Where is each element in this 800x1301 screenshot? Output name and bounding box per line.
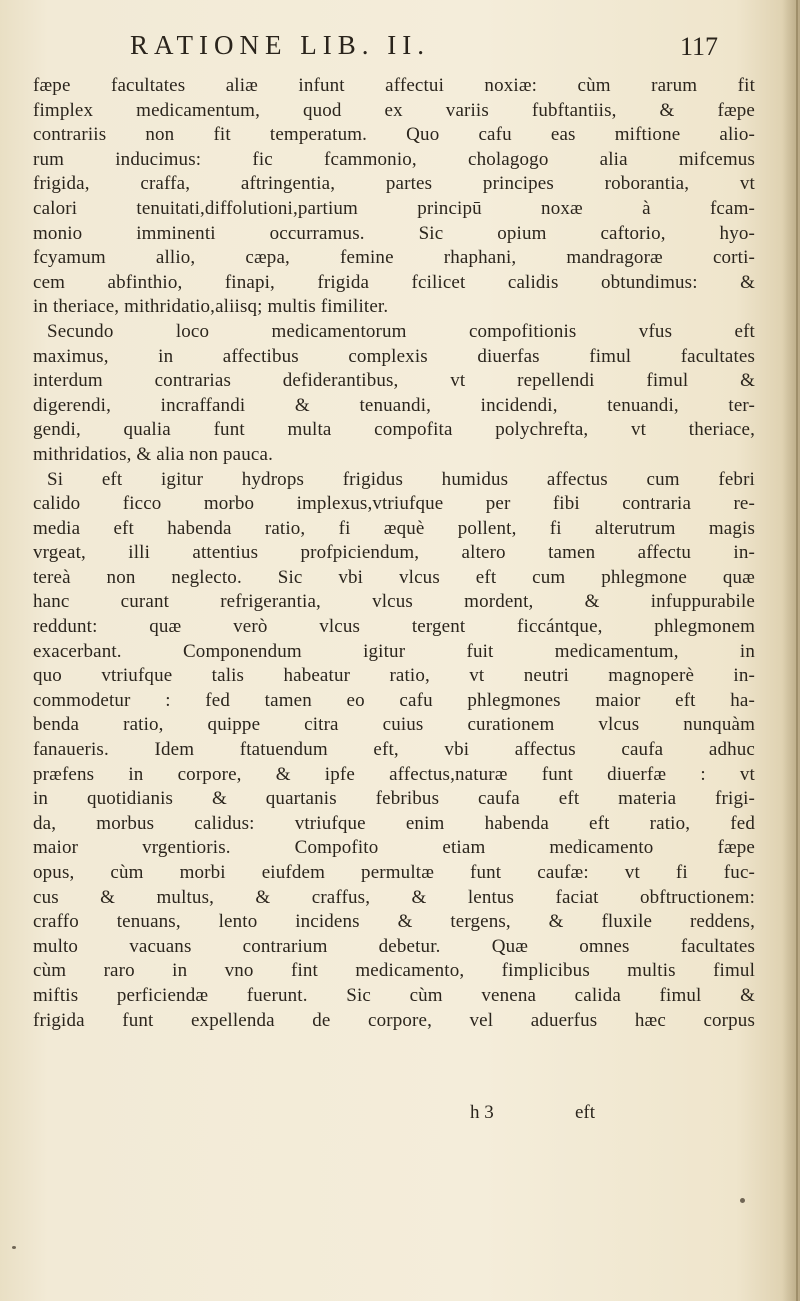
text-line: opus, cùm morbi eiufdem permultæ funt caufæ: vt fi fuc- bbox=[33, 862, 755, 883]
text-line: vrgeat, illi attentius profpiciendum, altero tamen affectu in- bbox=[33, 542, 755, 564]
text-line: contrariis non fit temperatum. Quo cafu eas miftione alio- bbox=[33, 124, 755, 146]
text-line: craffo tenuans, lento incidens & tergens, & fluxile reddens, bbox=[33, 911, 755, 933]
text-line: monio imminenti occurramus. Sic opium caftorio, hyo- bbox=[33, 222, 755, 244]
text-line: commodetur : fed tamen eo cafu phlegmones maior eft ha- bbox=[33, 689, 755, 711]
text-line: calido ficco morbo implexus,vtriufque per fibi contraria re- bbox=[33, 493, 755, 515]
text-line: digerendi, incraffandi & tenuandi, incidendi, tenuandi, ter- bbox=[33, 394, 755, 416]
text-line: Si eft igitur hydrops frigidus humidus affectus cum febri bbox=[47, 468, 755, 490]
text-line: exacerbant. Componendum igitur fuit medicamentum, in bbox=[33, 640, 755, 662]
page-footer bbox=[0, 1102, 800, 1130]
text-line: in theriace, mithridatio,aliisq; multis fimiliter. bbox=[33, 296, 389, 318]
text-line: fcyamum allio, cæpa, femine rhaphani, mandragoræ corti- bbox=[33, 247, 755, 269]
text-line: miftis perficiendæ fuerunt. Sic cùm venena calida fimul & bbox=[33, 984, 755, 1006]
text-line: benda ratio, quippe citra cuius curationem vlcus nunquàm bbox=[33, 714, 755, 736]
body-text bbox=[33, 74, 755, 1033]
text-line: tereà non neglecto. Sic vbi vlcus eft cum phlegmone quæ bbox=[33, 566, 755, 588]
text-line: calori tenuitati,diffolutioni,partium principū noxæ à fcam- bbox=[33, 197, 755, 219]
text-line: media eft habenda ratio, fi æquè pollent, fi alterutrum magis bbox=[33, 517, 755, 539]
text-line: reddunt: quæ verò vlcus tergent ficcántque, phlegmonem bbox=[33, 616, 755, 638]
text-line: frigida funt expellenda de corpore, vel aduerfus hæc corpus bbox=[33, 1009, 755, 1031]
text-line: quo vtriufque talis habeatur ratio, vt neutri magnoperè in- bbox=[33, 665, 755, 687]
text-line: fimplex medicamentum, quod ex variis fubftantiis, & fæpe bbox=[33, 99, 755, 121]
text-line: maximus, in affectibus complexis diuerfas fimul facultates bbox=[33, 345, 755, 367]
text-line: multo vacuans contrarium debetur. Quæ omnes facultates bbox=[33, 935, 755, 957]
text-line: præfens in corpore, & ipfe affectus,naturæ funt diuerfæ : vt bbox=[33, 763, 755, 785]
text-line: Secundo loco medicamentorum compofitionis vfus eft bbox=[47, 320, 755, 342]
catchword: eft bbox=[575, 1102, 596, 1123]
text-line: hanc curant refrigerantia, vlcus mordent, & infuppurabile bbox=[33, 591, 755, 613]
text-line: fæpe facultates aliæ infunt affectui noxiæ: cùm rarum fit bbox=[33, 75, 755, 96]
text-line: gendi, qualia funt multa compofita polychrefta, vt theriace, bbox=[33, 419, 755, 441]
text-line: cus & multus, & craffus, & lentus faciat obftructionem: bbox=[33, 886, 755, 908]
text-line: maior vrgentioris. Compofito etiam medicamento fæpe bbox=[33, 837, 755, 859]
text-line: rum inducimus: fic fcammonio, cholagogo alia mifcemus bbox=[33, 148, 755, 170]
signature-mark: h 3 bbox=[470, 1102, 494, 1123]
text-line: fanaueris. Idem ftatuendum eft, vbi affectus caufa adhuc bbox=[33, 739, 755, 761]
text-line: mithridatios, & alia non pauca. bbox=[33, 443, 273, 465]
text-line: cem abfinthio, finapi, frigida fcilicet calidis obtundimus: & bbox=[33, 271, 755, 293]
running-head bbox=[0, 30, 800, 70]
ink-speck bbox=[740, 1198, 745, 1203]
page-number: 117 bbox=[680, 32, 719, 61]
text-line: interdum contrarias defiderantibus, vt repellendi fimul & bbox=[33, 370, 755, 392]
text-line: cùm raro in vno fint medicamento, fimplicibus multis fimul bbox=[33, 960, 755, 982]
running-title: RATIONE LIB. II. bbox=[130, 30, 430, 60]
text-line: da, morbus calidus: vtriufque enim habenda eft ratio, fed bbox=[33, 812, 755, 834]
text-line: in quotidianis & quartanis febribus caufa eft materia frigi- bbox=[33, 788, 755, 810]
text-line: frigida, craffa, aftringentia, partes principes roborantia, vt bbox=[33, 173, 755, 195]
ink-speck bbox=[12, 1246, 16, 1249]
